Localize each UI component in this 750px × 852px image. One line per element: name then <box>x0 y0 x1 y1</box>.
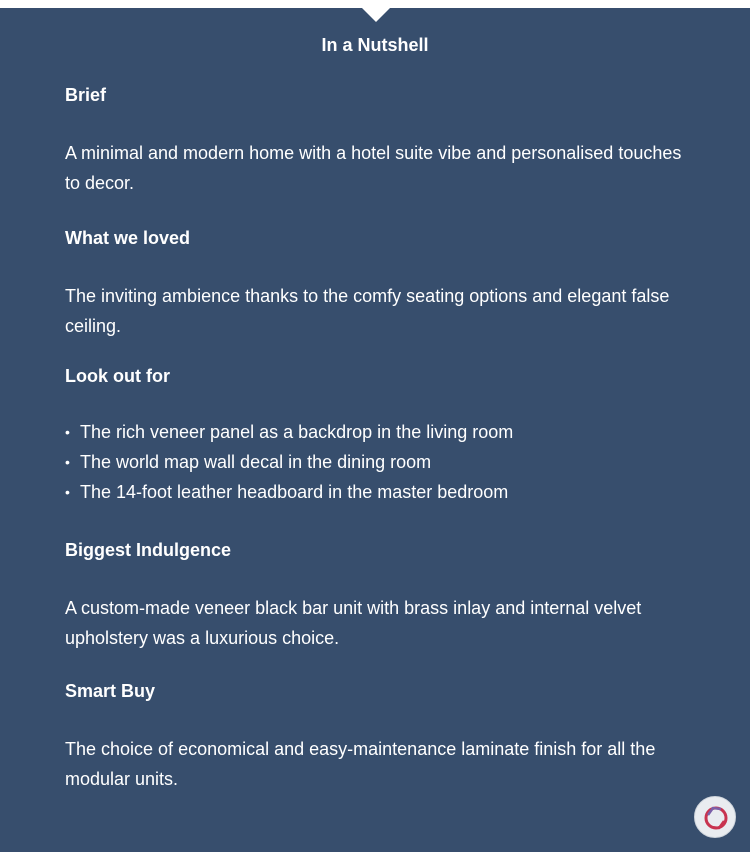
nutshell-panel <box>0 8 750 852</box>
recaptcha-badge[interactable] <box>694 796 736 838</box>
panel-title: In a Nutshell <box>321 35 429 55</box>
brief-heading: Brief <box>65 85 107 105</box>
recaptcha-icon <box>701 803 731 833</box>
lookout-heading: Look out for <box>65 366 170 386</box>
smartbuy-text: The choice of economical and easy-maintenance laminate finish for all the modular units. <box>65 739 656 789</box>
panel-content <box>65 85 685 794</box>
list-item: • The world map wall decal in the dining room <box>65 452 432 472</box>
list-item: • The rich veneer panel as a backdrop in the living room <box>65 422 514 442</box>
list-item: • The 14-foot leather headboard in the master bedroom <box>65 482 509 502</box>
lookout-list <box>65 417 685 507</box>
loved-text: The inviting ambience thanks to the comfy seating options and elegant false ceiling. <box>65 286 670 336</box>
indulgence-text: A custom-made veneer black bar unit with brass inlay and internal velvet upholstery was a luxurious choice. <box>65 598 642 648</box>
loved-heading: What we loved <box>65 228 191 248</box>
indulgence-heading: Biggest Indulgence <box>65 540 232 560</box>
panel-notch <box>362 8 390 22</box>
brief-text: A minimal and modern home with a hotel suite vibe and personalised touches to decor. <box>65 143 682 193</box>
smartbuy-heading: Smart Buy <box>65 681 156 701</box>
